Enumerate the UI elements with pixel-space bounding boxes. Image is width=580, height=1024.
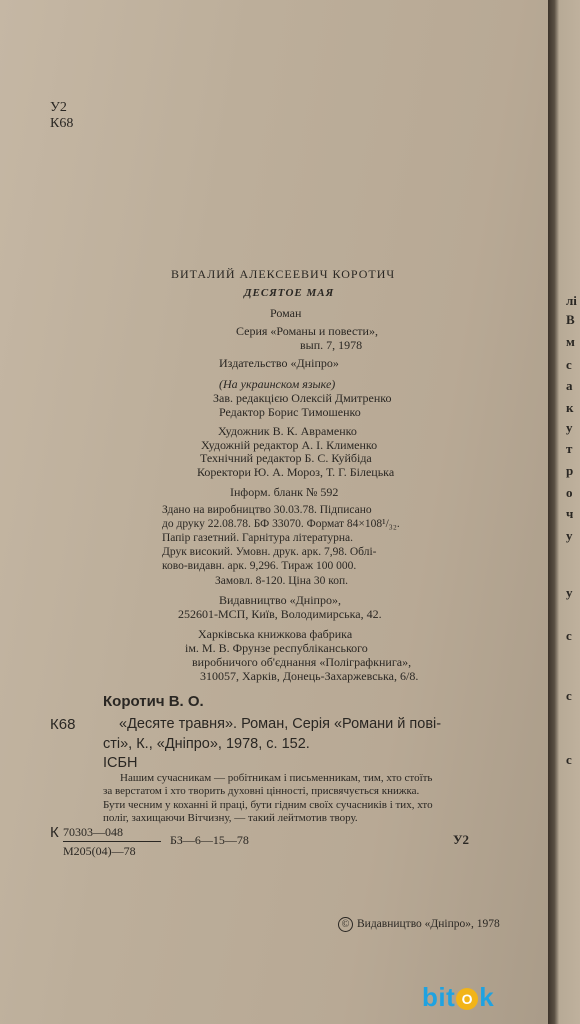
edge-letter: у xyxy=(566,528,573,543)
fraction-line xyxy=(63,841,161,842)
edge-letter: а xyxy=(566,378,573,393)
fraction-top: 70303—048 xyxy=(63,825,123,839)
annotation-line-4: поліг, захищаючи Вітчизну, — такий лейтмотив твору. xyxy=(103,812,358,824)
annotation-line-2: за верстатом і хто творить духовні цінності, присвячується книжка. xyxy=(103,785,420,797)
classification-code-k68: К68 xyxy=(50,116,74,131)
edge-letter: с xyxy=(566,357,572,372)
copyright-icon: © xyxy=(338,917,353,932)
print-line-4: Друк високий. Умовн. друк. арк. 7,98. Облі- xyxy=(162,546,377,558)
edge-letter: с xyxy=(566,752,572,767)
print-line-2: до друку 22.08.78. БФ 33070. Формат 84×108¹/₃₂. xyxy=(162,518,400,530)
catalog-u2: У2 xyxy=(453,832,470,847)
art-editor: Художній редактор А. І. Клименко xyxy=(201,438,378,452)
printer-line-4: 310057, Харків, Донець-Захаржевська, 6/8. xyxy=(200,669,419,683)
print-line-3: Папір газетний. Гарнітура літературна. xyxy=(162,532,353,544)
artist: Художник В. К. Авраменко xyxy=(218,424,357,438)
next-page-edge xyxy=(548,0,580,1024)
series-line-1: Серия «Романы и повести», xyxy=(236,324,378,338)
edge-letter: лі xyxy=(566,293,577,308)
genre: Роман xyxy=(270,306,302,320)
editor-chief: Зав. редакцією Олексій Дмитренко xyxy=(213,391,392,405)
printer-line-3: виробничого об'єднання «Поліграфкнига», xyxy=(192,655,412,669)
catalog-code: К68 xyxy=(50,716,76,733)
edge-letter: о xyxy=(566,485,573,500)
inform-blank: Інформ. бланк № 592 xyxy=(230,485,339,499)
edge-letter: ч xyxy=(566,506,574,521)
annotation-line-3: Бути чесним у коханні й праці, бути гідним своїх сучасників і тих, хто xyxy=(103,799,433,811)
series-line-2: вып. 7, 1978 xyxy=(300,338,363,352)
publisher-address-2: 252601-МСП, Київ, Володимирська, 42. xyxy=(178,607,382,621)
publisher-address-1: Видавництво «Дніпро», xyxy=(219,593,341,607)
bz-code: БЗ—6—15—78 xyxy=(170,833,249,847)
editor: Редактор Борис Тимошенко xyxy=(219,405,361,419)
language-note: (На украинском языке) xyxy=(219,377,336,391)
isbn-label: ІСБН xyxy=(103,755,138,771)
author-name: ВИТАЛИЙ АЛЕКСЕЕВИЧ КОРОТИЧ xyxy=(171,267,396,281)
edge-letter: р xyxy=(566,463,574,478)
proofreaders: Коректори Ю. А. Мороз, Т. Г. Білецька xyxy=(197,465,395,479)
tech-editor: Технічний редактор Б. С. Куйбіда xyxy=(200,451,372,465)
edge-letter: т xyxy=(566,441,573,456)
printer-line-1: Харківська книжкова фабрика xyxy=(198,627,353,641)
publisher-ru: Издательство «Дніпро» xyxy=(219,356,339,370)
classification-code-u2: У2 xyxy=(50,100,67,115)
watermark-logo xyxy=(422,982,494,1013)
catalog-entry-line-2: сті», К., «Дніпро», 1978, с. 152. xyxy=(103,736,310,752)
edge-letter: с xyxy=(566,688,572,703)
copyright-line xyxy=(338,917,500,932)
edge-letter: В xyxy=(566,312,575,327)
book-title: ДЕСЯТОЕ МАЯ xyxy=(244,287,335,299)
catalog-author: Коротич В. О. xyxy=(103,693,204,710)
coin-icon: O xyxy=(456,988,478,1010)
print-line-1: Здано на виробництво 30.03.78. Підписано xyxy=(162,504,372,516)
catalog-entry-line-1: «Десяте травня». Роман, Серія «Романи й пові- xyxy=(119,716,442,732)
watermark-text-end: k xyxy=(479,982,495,1012)
edge-letter: у xyxy=(566,420,573,435)
edge-letter: к xyxy=(566,400,574,415)
k-letter: К xyxy=(50,824,59,841)
print-line-6: Замовл. 8-120. Ціна 30 коп. xyxy=(215,575,349,587)
annotation-line-1: Нашим сучасникам — робітникам і письменникам, тим, хто стоїть xyxy=(120,772,433,784)
edge-letter: с xyxy=(566,628,572,643)
print-line-5: ково-видавн. арк. 9,296. Тираж 100 000. xyxy=(162,560,357,572)
edge-letter: м xyxy=(566,334,575,349)
watermark-text-start: bit xyxy=(422,982,456,1012)
edge-letter: у xyxy=(566,585,573,600)
printer-line-2: ім. М. В. Фрунзе республіканського xyxy=(185,641,368,655)
copyright-text: Видавництво «Дніпро», 1978 xyxy=(357,918,500,931)
fraction-bottom: М205(04)—78 xyxy=(63,844,136,858)
